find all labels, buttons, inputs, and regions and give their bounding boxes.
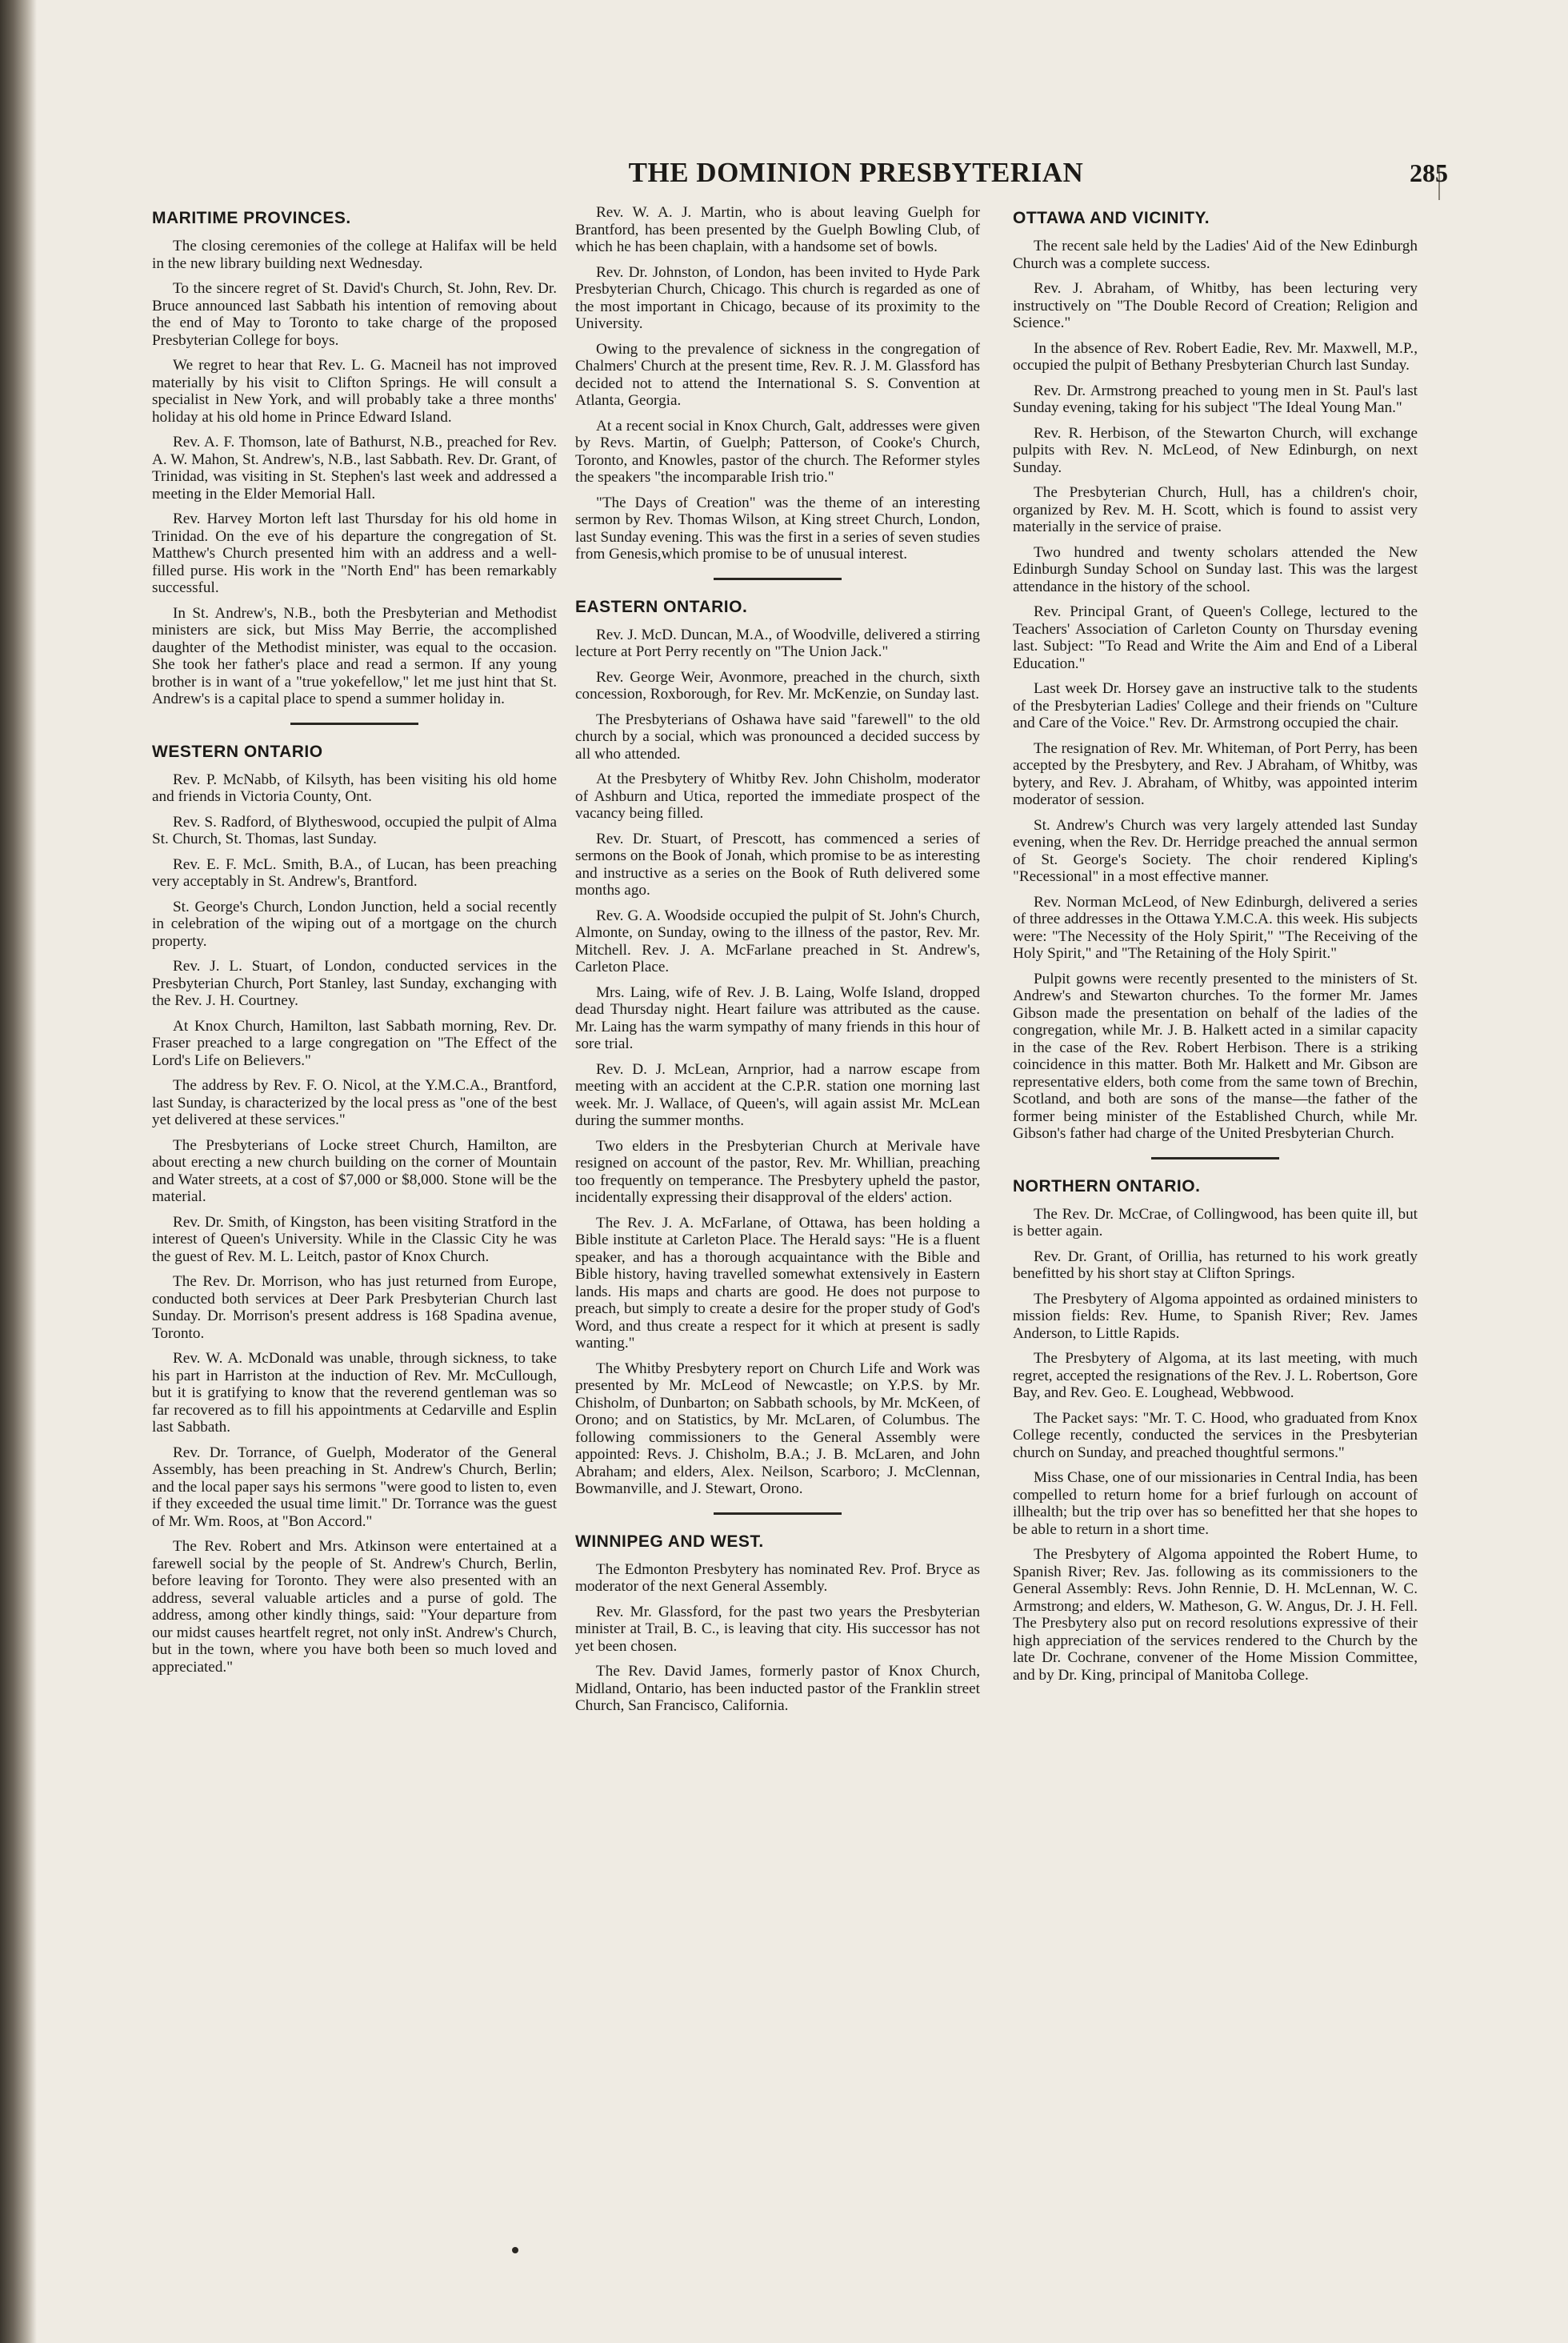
news-paragraph: The Presbyterian Church, Hull, has a children's choir, organized by Rev. M. H. Scott, which is found to assist very materially in the service of praise.: [1013, 484, 1418, 535]
news-paragraph: Rev. W. A. McDonald was unable, through sickness, to take his part in Harriston at the induction of Rev. Mr. McCullough, but it is gratifying to know that the reverend gentleman was so far recovered as to fill his appointments at Cedarville and Esplin last Sabbath.: [152, 1350, 557, 1436]
news-paragraph: Two hundred and twenty scholars attended the New Edinburgh Sunday School on Sunday last. This was the largest attendance in the history of the school.: [1013, 543, 1418, 595]
news-paragraph: Rev. J. Abraham, of Whitby, has been lecturing very instructively on "The Double Record of Creation; Religion and Science.": [1013, 280, 1418, 331]
column-1: [152, 204, 557, 2237]
news-paragraph: The Rev. Dr. McCrae, of Collingwood, has been quite ill, but is better again.: [1013, 1205, 1418, 1240]
news-paragraph: The resignation of Rev. Mr. Whiteman, of Port Perry, has been accepted by the Presbytery, and Rev. J Abraham, of Whitby, was bytery, and Rev. J. Abraham, of Whitby, was appointed interim moderator of session.: [1013, 739, 1418, 808]
news-paragraph: Last week Dr. Horsey gave an instructive talk to the students of the Presbyterian Ladies' College and their friends on "Culture and Care of the Voice." Rev. Dr. Armstrong occupied the chair.: [1013, 680, 1418, 731]
news-paragraph: Rev. Dr. Johnston, of London, has been invited to Hyde Park Presbyterian Church, Chicago. This church is regarded as one of the most important in Chicago, because of its proximity to the University.: [575, 263, 980, 332]
news-paragraph: Rev. Dr. Stuart, of Prescott, has commenced a series of sermons on the Book of Jonah, which promise to be as interesting and instructive as a series on the Book of Ruth delivered some months ago.: [575, 830, 980, 899]
section-divider: [714, 1512, 842, 1515]
section-heading: MARITIME PROVINCES.: [152, 209, 351, 227]
news-paragraph: The Rev. David James, formerly pastor of Knox Church, Midland, Ontario, has been inducted pastor of the Franklin street Church, San Francisco, California.: [575, 1663, 980, 1714]
news-paragraph: Rev. Dr. Armstrong preached to young men in St. Paul's last Sunday evening, taking for his subject "The Ideal Young Man.": [1013, 382, 1418, 416]
news-paragraph: The Presbyterians of Locke street Church, Hamilton, are about erecting a new church building on the corner of Mountain and Water streets, at a cost of $7,000 or $8,000. Stone will be the material.: [152, 1136, 557, 1205]
news-paragraph: The Rev. Robert and Mrs. Atkinson were entertained at a farewell social by the people of St. Andrew's Church, Berlin, before leaving for Toronto. They were also presented with an address, several valuable articles and a purse of gold. The address, among other kindly things, said: "Your departure from our midst causes heartfelt regret, not only inSt. Andrew's Church, but in the town, where you have both been so much loved and appreciated.": [152, 1538, 557, 1676]
news-paragraph: Rev. J. McD. Duncan, M.A., of Woodville, delivered a stirring lecture at Port Perry recently on "The Union Jack.": [575, 626, 980, 660]
section-heading: WINNIPEG AND WEST.: [575, 1532, 764, 1551]
news-paragraph: At Knox Church, Hamilton, last Sabbath morning, Rev. Dr. Fraser preached to a large congregation on "The Effect of the Lord's Life on Believers.": [152, 1017, 557, 1069]
news-paragraph: The Packet says: "Mr. T. C. Hood, who graduated from Knox College recently, conducted the services in the Presbyterian church on Sunday, and preached thoughtful sermons.": [1013, 1409, 1418, 1461]
news-paragraph: Rev. Harvey Morton left last Thursday for his old home in Trinidad. On the eve of his departure the congregation of St. Matthew's Church presented him with an address and a well-filled purse. His work in the "North End" has been remarkably successful.: [152, 511, 557, 596]
masthead: [152, 157, 1448, 197]
news-paragraph: Rev. S. Radford, of Blytheswood, occupied the pulpit of Alma St. Church, St. Thomas, last Sunday.: [152, 813, 557, 847]
section-divider: [1151, 1157, 1279, 1159]
news-paragraph: The Rev. Dr. Morrison, who has just returned from Europe, conducted both services at Deer Park Presbyterian Church last Sunday. Dr. Morrison's present address is 168 Spadina avenue, Toronto.: [152, 1273, 557, 1342]
section-divider: [290, 723, 418, 725]
news-paragraph: The recent sale held by the Ladies' Aid of the New Edinburgh Church was a complete success.: [1013, 238, 1418, 272]
news-paragraph: Rev. J. L. Stuart, of London, conducted services in the Presbyterian Church, Port Stanley, last Sunday, exchanging with the Rev. J. H. Courtney.: [152, 958, 557, 1009]
news-paragraph: The address by Rev. F. O. Nicol, at the Y.M.C.A., Brantford, last Sunday, is characterized by the local press as "one of the best yet delivered at these services.": [152, 1077, 557, 1128]
news-paragraph: Mrs. Laing, wife of Rev. J. B. Laing, Wolfe Island, dropped dead Thursday night. Heart failure was attributed as the cause. Mr. Laing has the warm sympathy of many friends in this hour of sore trial.: [575, 983, 980, 1052]
news-paragraph: Two elders in the Presbyterian Church at Merivale have resigned on account of the pastor, Rev. Mr. Whillian, preaching too frequently on temperance. The Presbytery upheld the pastor, incidentally expressing their disapproval of the elders' action.: [575, 1137, 980, 1206]
news-paragraph: Rev. P. McNabb, of Kilsyth, has been visiting his old home and friends in Victoria County, Ont.: [152, 771, 557, 805]
page-dot-mark: [512, 2247, 518, 2253]
news-paragraph: The Presbytery of Algoma appointed the Robert Hume, to Spanish River; Rev. Jas. following as its commissioners to the General Assembly: Revs. John Rennie, D. H. McLennan, W. C. Armstrong; and elders, W. Matheson, G. W. Angus, Dr. J. H. Fell. The Presbytery also put on record resolutions expressive of their high appreciation of the services rendered to the Church by the late Dr. Cochrane, convener of the Home Mission Committee, and by Dr. King, principal of Manitoba College.: [1013, 1546, 1418, 1684]
news-paragraph: Rev. Dr. Torrance, of Guelph, Moderator of the General Assembly, has been preaching in St. Andrew's Church, Berlin; and the local paper says his sermons "were good to listen to, even if they exceeded the usual time limit." Dr. Torrance was the guest of Mr. Wm. Roos, at "Bon Accord.": [152, 1444, 557, 1530]
news-paragraph: In St. Andrew's, N.B., both the Presbyterian and Methodist ministers are sick, but Miss May Berrie, the accomplished daughter of the Methodist minister, was equal to the occasion. She took her father's place and read a sermon. If any young brother is in want of a "true yokefellow," let me just hint that St. Andrew's is a capital place to spend a summer holiday in.: [152, 604, 557, 707]
news-paragraph: Rev. Dr. Smith, of Kingston, has been visiting Stratford in the interest of Queen's University. While in the Classic City he was the guest of Rev. M. L. Leitch, pastor of Knox Church.: [152, 1213, 557, 1265]
news-paragraph: Pulpit gowns were recently presented to the ministers of St. Andrew's and Stewarton churches. To the former Mr. James Gibson made the presentation on behalf of the ladies of the congregation, while Mr. J. B. Halkett acted in a similar capacity in the case of the Rev. Robert Herbison. There is a striking coincidence in this matter. Both Mr. Halkett and Mr. Gibson are representative elders, both come from the same town of Brechin, Scotland, and both are sons of the manse—the father of the former being minister of the Established Church, while Mr. Gibson's father had charge of the United Presbyterian Church.: [1013, 970, 1418, 1142]
news-paragraph: Rev. W. A. J. Martin, who is about leaving Guelph for Brantford, has been presented by the Guelph Bowling Club, of which he has been chaplain, with a handsome set of bowls.: [575, 204, 980, 255]
news-paragraph: The Rev. J. A. McFarlane, of Ottawa, has been holding a Bible institute at Carleton Place. The Herald says: "He is a fluent speaker, and has a thorough acquaintance with the Bible and Bible history, having travelled somewhat extensively in Eastern lands. His maps and charts are good. He does not purpose to preach, but simply to create a desire for the proper study of God's Word, and thus create a respect for it which at present is sadly wanting.": [575, 1214, 980, 1352]
news-paragraph: Rev. D. J. McLean, Arnprior, had a narrow escape from meeting with an accident at the C.P.R. station one morning last week. Mr. J. Wallace, of Queen's, will again assist Mr. McLean during the summer months.: [575, 1060, 980, 1129]
news-paragraph: The Presbytery of Algoma, at its last meeting, with much regret, accepted the resignations of the Rev. J. L. Robertson, Gore Bay, and Rev. Geo. E. Loughead, Webbwood.: [1013, 1350, 1418, 1401]
news-paragraph: Rev. George Weir, Avonmore, preached in the church, sixth concession, Roxborough, for Rev. Mr. McKenzie, on Sunday last.: [575, 668, 980, 703]
news-paragraph: Rev. G. A. Woodside occupied the pulpit of St. John's Church, Almonte, on Sunday, owing to the illness of the pastor, Rev. Mr. Mitchell. Rev. J. A. McFarlane preached in St. Andrew's, Carleton Place.: [575, 907, 980, 975]
news-paragraph: The closing ceremonies of the college at Halifax will be held in the new library building next Wednesday.: [152, 238, 557, 272]
news-paragraph: Rev. Principal Grant, of Queen's College, lectured to the Teachers' Association of Carleton County on Thursday evening last. Subject: "To Read and Write the Aim and End of a Liberal Education.": [1013, 603, 1418, 672]
news-paragraph: At a recent social in Knox Church, Galt, addresses were given by Revs. Martin, of Guelph; Patterson, of Cooke's Church, Toronto, and Knowles, pastor of the church. The Reformer styles the speakers "the incomparable Irish trio.": [575, 417, 980, 486]
section-heading: OTTAWA AND VICINITY.: [1013, 209, 1210, 227]
news-paragraph: The Presbytery of Algoma appointed as ordained ministers to mission fields: Rev. Hume, to Spanish River; Rev. James Anderson, to Little Rapids.: [1013, 1290, 1418, 1342]
news-paragraph: Rev. Mr. Glassford, for the past two years the Presbyterian minister at Trail, B. C., is leaving that city. His successor has not yet been chosen.: [575, 1603, 980, 1655]
page-number: 285: [1410, 158, 1448, 187]
news-paragraph: The Edmonton Presbytery has nominated Rev. Prof. Bryce as moderator of the next General Assembly.: [575, 1560, 980, 1595]
news-paragraph: We regret to hear that Rev. L. G. Macneil has not improved materially by his visit to Clifton Springs. He will consult a specialist in New York, and will probably take a three months' holiday at his old home in Prince Edward Island.: [152, 357, 557, 426]
section-heading: NORTHERN ONTARIO.: [1013, 1176, 1201, 1196]
news-paragraph: To the sincere regret of St. David's Church, St. John, Rev. Dr. Bruce announced last Sabbath his intention of removing about the end of May to Toronto to take charge of the proposed Presbyterian College for boys.: [152, 280, 557, 349]
column-3: [1013, 204, 1418, 2237]
news-paragraph: Rev. Dr. Grant, of Orillia, has returned to his work greatly benefitted by his short stay at Clifton Springs.: [1013, 1248, 1418, 1282]
news-paragraph: Rev. R. Herbison, of the Stewarton Church, will exchange pulpits with Rev. N. McLeod, of New Edinburgh, on next Sunday.: [1013, 424, 1418, 476]
news-paragraph: At the Presbytery of Whitby Rev. John Chisholm, moderator of Ashburn and Utica, reported the immediate prospect of the vacancy being filled.: [575, 771, 980, 822]
news-paragraph: Miss Chase, one of our missionaries in Central India, has been compelled to return home for a brief furlough on account of illhealth; but the trip over has so benefitted her that she hopes to be able to return in a short time.: [1013, 1469, 1418, 1538]
news-paragraph: The Whitby Presbytery report on Church Life and Work was presented by Mr. McLeod of Newcastle; on Y.P.S. by Mr. Chisholm, of Dunbarton; on Sabbath schools, by Mr. McKeen, of Orono; and on Statistics, by Mr. McLaren, of Columbus. The following commissioners to the General Assembly were appointed: Revs. J. Chisholm, B.A.; J. B. McLaren, and John Abraham; and elders, Alex. Neilson, Scarboro; J. McClennan, Bowmanville, and J. Stewart, Orono.: [575, 1360, 980, 1497]
news-paragraph: St. Andrew's Church was very largely attended last Sunday evening, when the Rev. Dr. Herridge preached the annual sermon of St. George's Society. The choir rendered Kipling's "Recessional" in a most effective manner.: [1013, 816, 1418, 885]
news-paragraph: "The Days of Creation" was the theme of an interesting sermon by Rev. Thomas Wilson, at King street Church, London, last Sunday evening. This was the first in a series of seven studies from Genesis,which promise to be of unusual interest.: [575, 494, 980, 563]
news-paragraph: Owing to the prevalence of sickness in the congregation of Chalmers' Church at the present time, Rev. R. J. M. Glassford has decided not to attend the International S. S. Convention at Atlanta, Georgia.: [575, 340, 980, 409]
news-paragraph: The Presbyterians of Oshawa have said "farewell" to the old church by a social, which was pronounced a decided success by all who attended.: [575, 711, 980, 763]
publication-title: THE DOMINION PRESBYTERIAN: [628, 157, 1084, 188]
section-heading: WESTERN ONTARIO: [152, 742, 323, 761]
news-paragraph: Rev. Norman McLeod, of New Edinburgh, delivered a series of three addresses in the Ottawa Y.M.C.A. this week. His subjects were: "The Necessity of the Holy Spirit," "The Receiving of the Holy Spirit," and "The Retaining of the Holy Spirit.": [1013, 893, 1418, 962]
section-divider: [714, 578, 842, 580]
news-paragraph: Rev. A. F. Thomson, late of Bathurst, N.B., preached for Rev. A. W. Mahon, St. Andrew's, N.B., last Sabbath. Rev. Dr. Grant, of Trinidad, was visiting in St. Stephen's last week and addressed a meeting in the Elder Memorial Hall.: [152, 434, 557, 503]
news-paragraph: In the absence of Rev. Robert Eadie, Rev. Mr. Maxwell, M.P., occupied the pulpit of Bethany Presbyterian Church last Sunday.: [1013, 339, 1418, 374]
column-2: [575, 204, 980, 2237]
news-paragraph: Rev. E. F. McL. Smith, B.A., of Lucan, has been preaching very acceptably in St. Andrew's, Brantford.: [152, 855, 557, 890]
section-heading: EASTERN ONTARIO.: [575, 597, 748, 616]
news-paragraph: St. George's Church, London Junction, held a social recently in celebration of the wiping out of a mortgage on the church property.: [152, 898, 557, 950]
page-binding-edge: [0, 0, 37, 2343]
